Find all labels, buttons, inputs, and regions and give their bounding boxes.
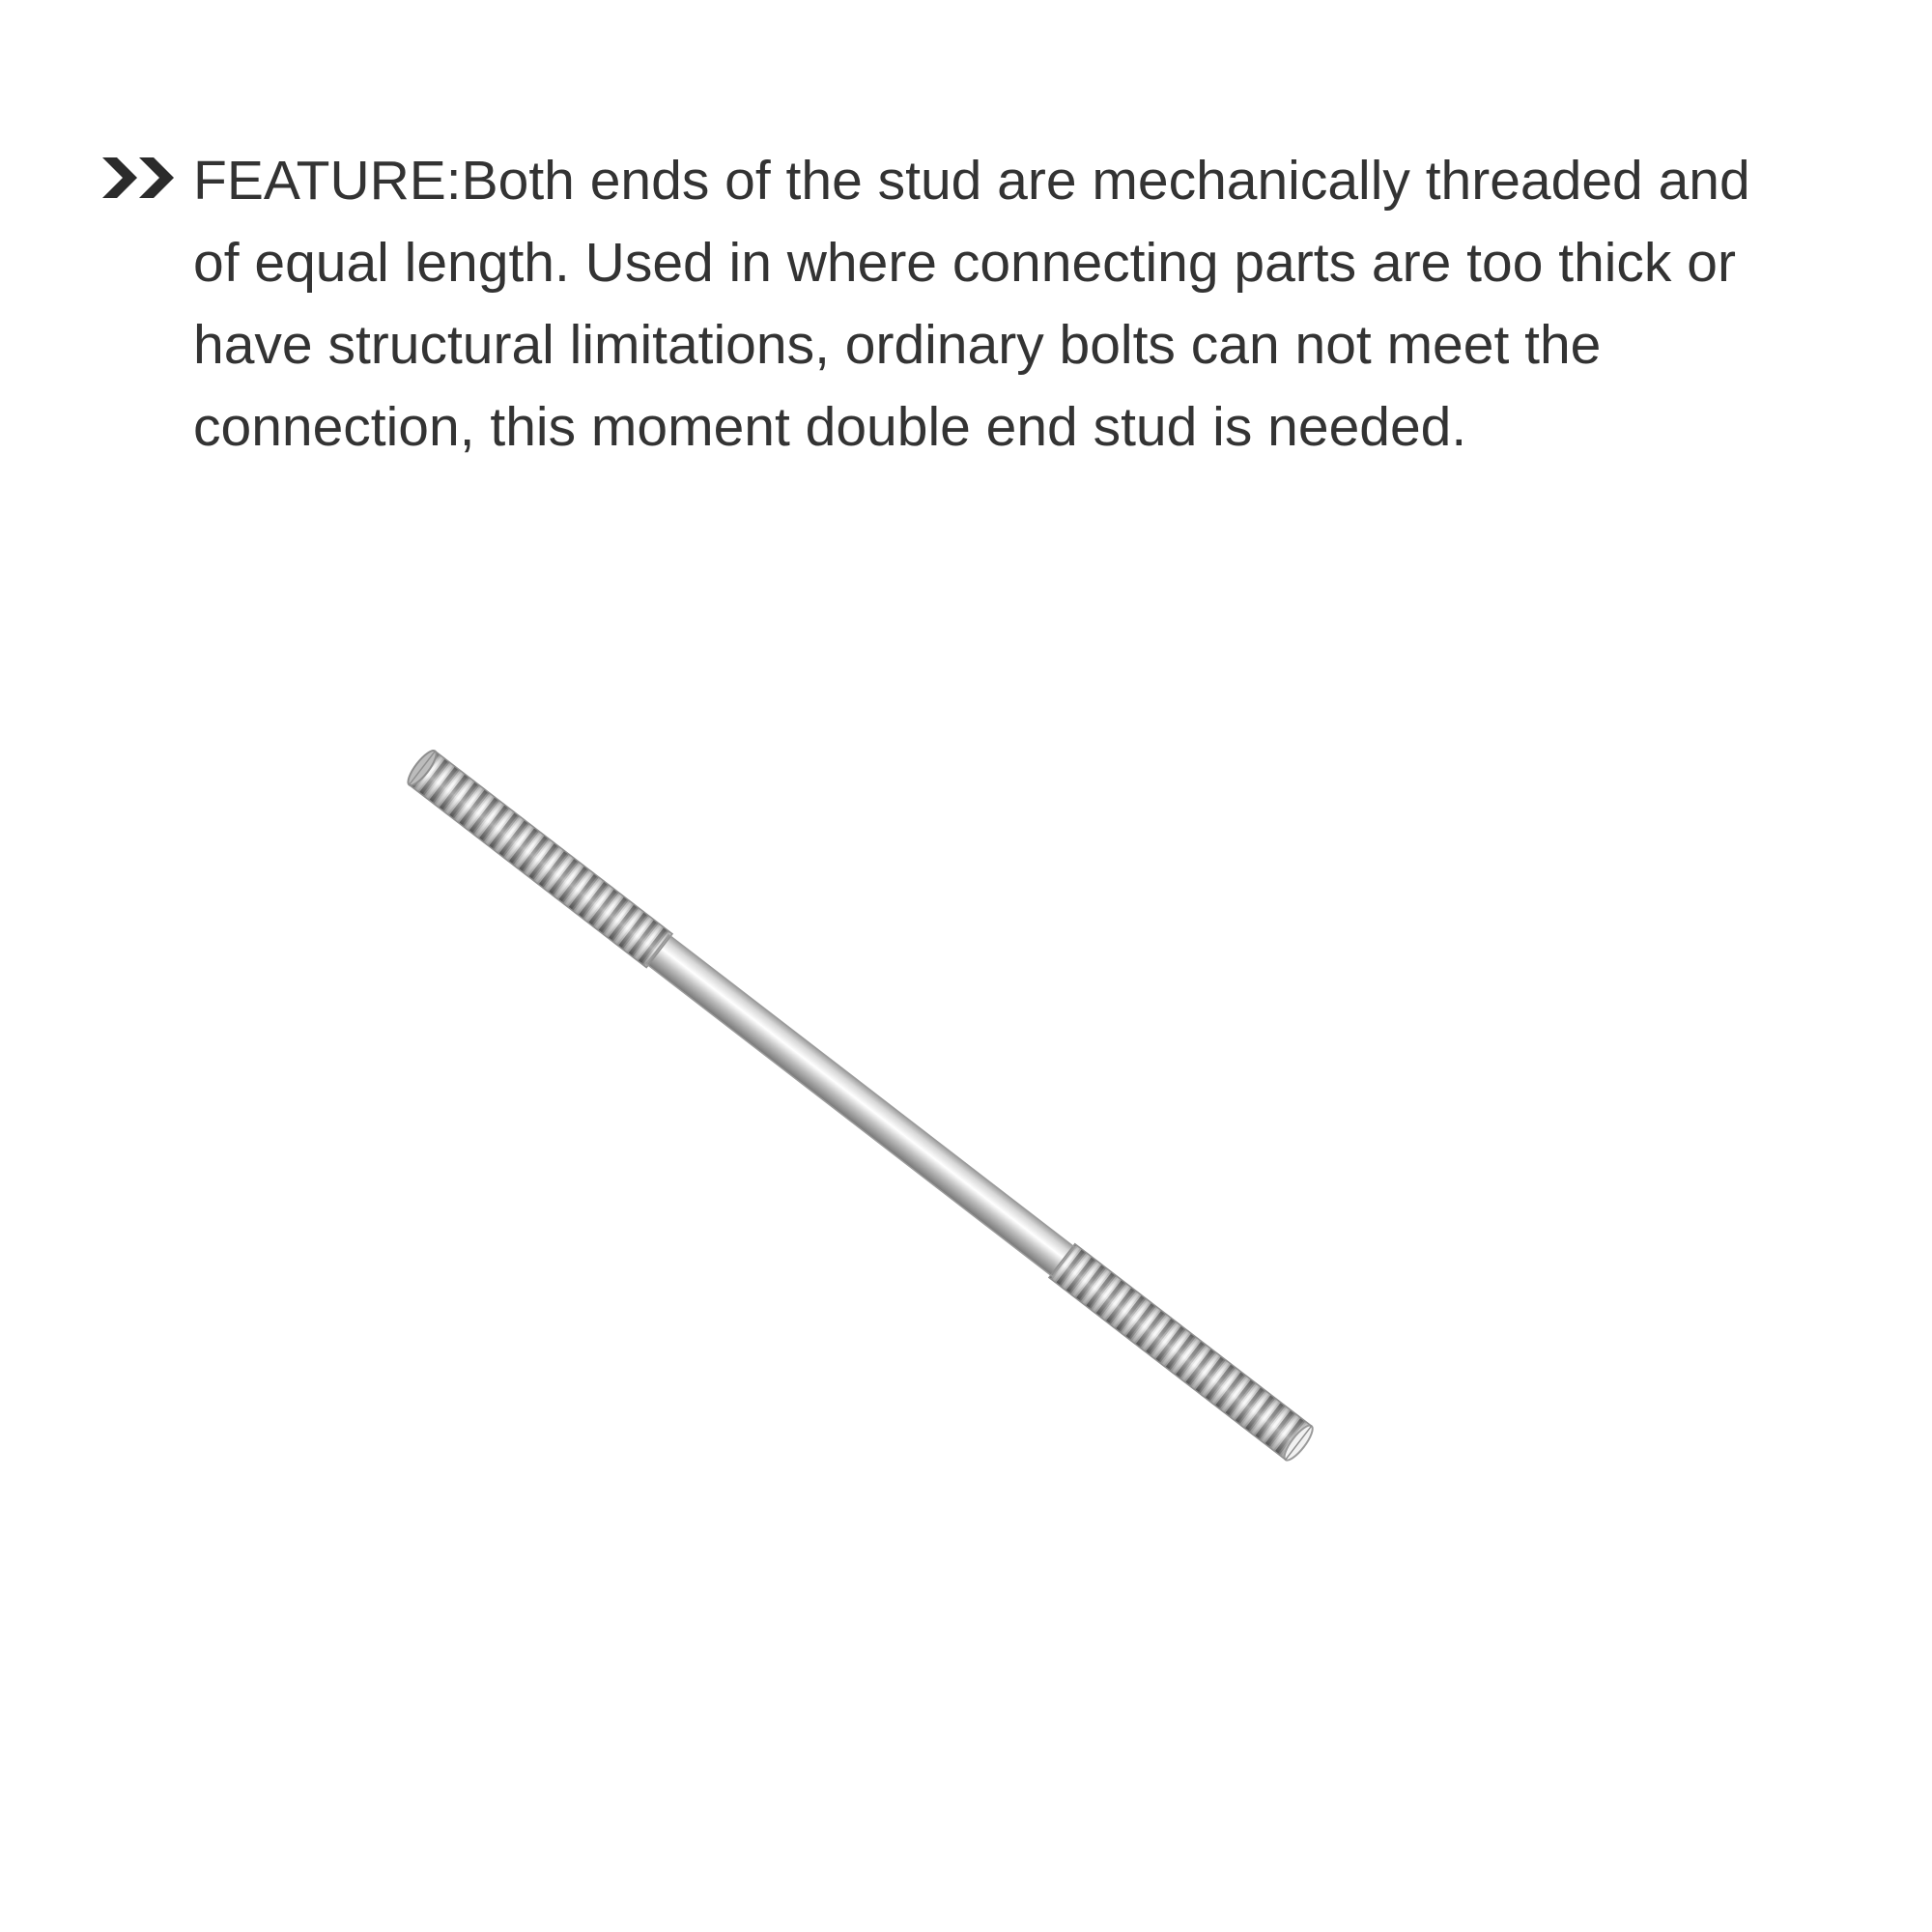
stud-body [404,747,1317,1463]
feature-description: FEATURE:Both ends of the stud are mechanically threaded and of equal length. Used in where connecting parts are too thick or have structural limitations, ordinary bolts can not meet the connection, this moment double end stud is needed. [193,150,1750,458]
stud-shank [646,935,1074,1276]
